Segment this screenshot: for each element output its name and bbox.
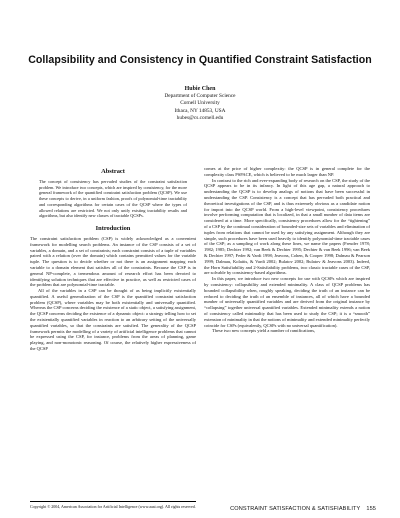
paper-title: Collapsibility and Consistency in Quantified Constraint Satisfaction (28, 54, 372, 66)
author-department: Department of Computer Science (164, 93, 236, 100)
right-paragraph: comes at the price of higher complexity: the QCSP is in general complete for the complexity class PSPACE, which is believed to be much larger than NP. (204, 166, 370, 177)
author-address: Ithaca, NY 14853, USA (174, 107, 226, 114)
author-email: hubes@cs.cornell.edu (176, 114, 224, 121)
author-block (110, 86, 290, 122)
author-university: Cornell University (180, 100, 220, 107)
page-number: 155 (366, 506, 376, 512)
abstract-text: The concept of consistency has pervaded studies of the constraint satisfaction problem. We introduce two concepts, which are inspired by consistency, for the more general framework of the quantified constraint satisfaction problem (QCSP). We use these concepts to derive, in a uniform fashion, proofs of polynomial-time tractability and corresponding algorithms for certain cases of the QCSP where the types of allowed relations are restricted. We not only unify existing tractability results and algorithms, but also identify new classes of tractable QCSPs. (39, 179, 187, 219)
right-paragraph: These two new concepts yield a number of ramifications, (212, 328, 316, 334)
left-column (30, 168, 196, 352)
right-paragraph: In this paper, we introduce two new concepts for use with QCSPs which are inspired by consistency: collapsibility and extended minimality. A class of QCSP problems has bounded collapsibility when, roughly speaking, deciding the truth of an instance can be reduced to deciding the truth of an ensemble of instances, all of which have a bounded number of universally quantified variables and are derived from the original instance by “collapsing” together universal quantified variables. Extended minimality extends a notion of consistency called minimality that has been used to study the CSP; it is a “smooth” extension of minimality in that the notions of minimality and extended minimality perfectly coincide for CSPs (equivalently, QCSPs with no universal quantification). (204, 276, 370, 328)
right-column (204, 166, 370, 334)
right-paragraph: In contrast to the rich and ever-expanding body of research on the CSP, the study of the QCSP appears to be in its infancy. In light of this age gap, a natural approach to understanding the QCSP is to develop analogs of notions that have been successful in understanding the CSP. Consistency is a concept that has pervaded both practical and theoretical investigations of the CSP, and is thus extremely obvious as a candidate notion for import into the QCSP world. From a high-level viewpoint, consistency procedures involve performing computation that is localized, in that a small number of data items are considered at a time. More specifically, consistency procedures allow for the “tightening” of a CSP by the continual consideration of bounded-size sets of variables and elimination of tuples from relations that cannot be used by any satisfying assignment. Although they are simple, such procedures have been used heavily to identify polynomial-time tractable cases of the CSP; as a sampling of work along these lines, we name the papers (Freuder 1978; 1982; 1985; Dechter 1992; van Beek & Dechter 1995; Dechter & van Beek 1996; van Beek & Dechter 1997; Feder & Vardi 1998; Jeavons, Cohen, & Cooper 1998; Dalmau & Pearson 1999; Dalmau, Kolaitis, & Vardi 2002; Bulatov 2002; Bulatov & Jeavons 2003). Indeed, the Horn Satisfiability and 2-Satisfiability problems, two classic tractable cases of the CSP, are solvable by consistency-based algorithms. (204, 177, 370, 276)
intro-paragraph: All of the variables in a CSP can be thought of as being implicitly existentially quantified. A useful generalization of the CSP is the quantified constraint satisfaction problem (QCSP), where variables may be both existentially and universally quantified. Whereas the CSP concerns deciding the existence of a static object, a satisfying assignment, the QCSP concerns deciding the existence of a dynamic object: a strategy telling how to set the existentially quantified variables in reaction to an arbitrary setting of the universally quantified variables, so that the constraints are satisfied. The generality of the QCSP framework permits the modelling of a variety of artificial intelligence problems that cannot be expressed using the CSP, for instance, problems from the areas of planning, game playing, and non-monotonic reasoning. Of course, the relatively higher expressiveness of the QCSP (30, 288, 196, 352)
abstract-heading: Abstract (101, 168, 125, 175)
page-footer (180, 506, 376, 512)
running-head: CONSTRAINT SATISFACTION & SATISFIABILITY (230, 506, 361, 512)
introduction-heading: Introduction (95, 224, 131, 232)
copyright-footnote: Copyright © 2004, American Association for Artificial Intelligence (www.aaai.org). All rights reserved. (30, 501, 196, 509)
author-name: Hubie Chen (184, 86, 216, 92)
intro-paragraph: The constraint satisfaction problem (CSP) is widely acknowledged as a convenient framework for modelling search problems. An instance of the CSP consists of a set of variables, a domain, and a set of constraints; each constraint consists of a tuple of variables paired with a relation (over the domain) which contains permitted values for the variable tuple. The question is to decide whether or not there is an assignment mapping each variable to a domain element that satisfies all of the constraints. Because the CSP is in general NP-complete, a tremendous amount of research effort has been devoted to identifying solution techniques that are effective in practice, as well as restricted cases of the problem that are polynomial-time tractable. (30, 235, 196, 288)
